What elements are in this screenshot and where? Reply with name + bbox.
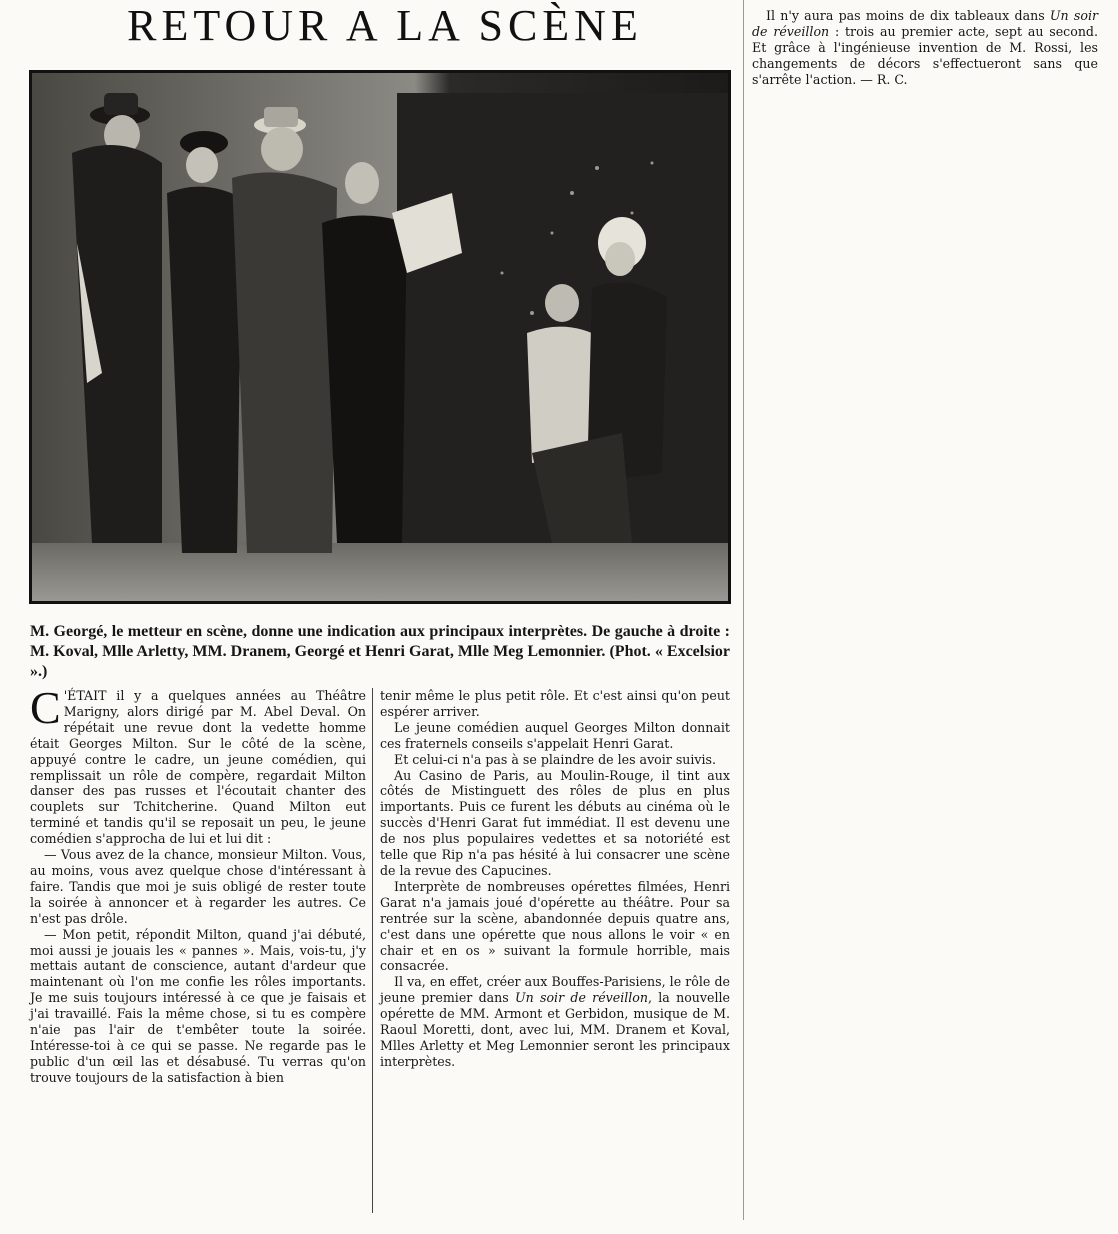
stage-photo xyxy=(29,70,731,604)
article-column-1 xyxy=(30,682,366,1086)
article-paragraph: Le jeune comédien auquel Georges Milton donnait ces fraternels conseils s'appelait Henri Garat. xyxy=(380,719,730,751)
article-paragraph: Au Casino de Paris, au Moulin-Rouge, il tint aux côtés de Mistinguett des rôles de plus en plus importants. Puis ce furent les débuts au cinéma où le succès d'Henri Garat fut immédiat. Il est devenu une de nos plus populaires vedettes et sa notoriété est telle que Rip n'a pas hésité à lui consacrer une scène de la revue des Capucines. xyxy=(380,767,730,878)
drop-cap: C xyxy=(30,682,61,733)
article-headline: RETOUR A LA SCÈNE xyxy=(127,1,643,50)
article-paragraph xyxy=(30,682,366,847)
column-divider xyxy=(372,688,373,1213)
adjacent-column-note xyxy=(752,8,1098,88)
paragraph-text: il y a quelques années au Théâtre Marigny, alors dirigé par M. Abel Deval. On répétait une revue dont la vedette homme était Georges Milton. Sur le côté de la scène, appuyé contre le cadre, un jeune comédien, qui remplissait un rôle de compère, regardait Milton danser des pas russes et l'écoutait chanter des couplets sur Tchitcherine. Quand Milton eut terminé et tandis qu'il se reposait un peu, le jeune comédien s'approcha de lui et lui dit : xyxy=(30,688,366,847)
article-paragraph: — Mon petit, répondit Milton, quand j'ai débuté, moi aussi je jouais les « pannes ». Mais, vois-tu, j'y mettais autant de conscience, autant d'ardeur que maintenant où l'on me confie les rôles importants. Je me suis toujours intéressé à ce que je faisais et j'ai travaillé. Fais la même chose, si tu es compère n'aie pas l'air de t'embêter toute la soirée. Intéresse-toi à ce qui se passe. Ne regarde pas le public d'un œil las et désabusé. Tu verras qu'on trouve toujours de la satisfaction à bien xyxy=(30,926,366,1085)
article-paragraph xyxy=(380,974,730,1069)
page-fold-line xyxy=(743,0,744,1220)
paragraph-text: : trois au premier acte, sept au second. Et grâce à l'ingénieuse invention de M. Rossi, les changements de décors s'effectueront sans que s'arrête l'action. — R. C. xyxy=(752,23,1098,87)
paragraph-text: Il va, en effet, créer aux Bouffes-Parisiens, le rôle de jeune premier dans xyxy=(380,974,730,1006)
article-paragraph: Et celui-ci n'a pas à se plaindre de les avoir suivis. xyxy=(394,751,717,767)
photo-caption: M. Georgé, le metteur en scène, donne une indication aux principaux interprètes. De gauche à droite : M. Koval, Mlle Arletty, MM. Dranem, Georgé et Henri Garat, Mlle Meg Lemonnier. (Phot. « Excelsior ».) xyxy=(30,623,730,680)
article-paragraph: tenir même le plus petit rôle. Et c'est ainsi qu'on peut espérer arriver. xyxy=(380,688,730,719)
article-paragraph: Interprète de nombreuses opérettes filmées, Henri Garat n'a jamais joué d'opérette au théâtre. Pour sa rentrée sur la scène, abandonnée depuis quatre ans, c'est dans une opérette que nous allons le voir « en chair et en os » suivant la formule horrible, mais consacrée. xyxy=(380,878,730,974)
stage-photo-icon xyxy=(32,73,728,601)
paragraph-text: , la nouvelle opérette de MM. Armont et Gerbidon, musique de M. Raoul Moretti, dont, avec lui, MM. Dranem et Koval, Mlles Arletty et Meg Lemonnier seront les principaux interprètes. xyxy=(380,990,730,1069)
lead-words: 'ÉTAIT xyxy=(63,688,107,703)
article-paragraph: — Vous avez de la chance, monsieur Milton. Vous, au moins, vous avez quelque chose d'intéressant à faire. Tandis que moi je suis obligé de rester toute la soirée à annoncer et à regarder les autres. Ce n'est pas drôle. xyxy=(30,847,366,926)
play-title: Un soir de réveillon xyxy=(752,8,1098,39)
article-column-2 xyxy=(380,688,730,1070)
play-title: Un soir de réveillon xyxy=(515,990,648,1006)
paragraph-text: Il n'y aura pas moins de dix tableaux dans xyxy=(766,8,1050,23)
